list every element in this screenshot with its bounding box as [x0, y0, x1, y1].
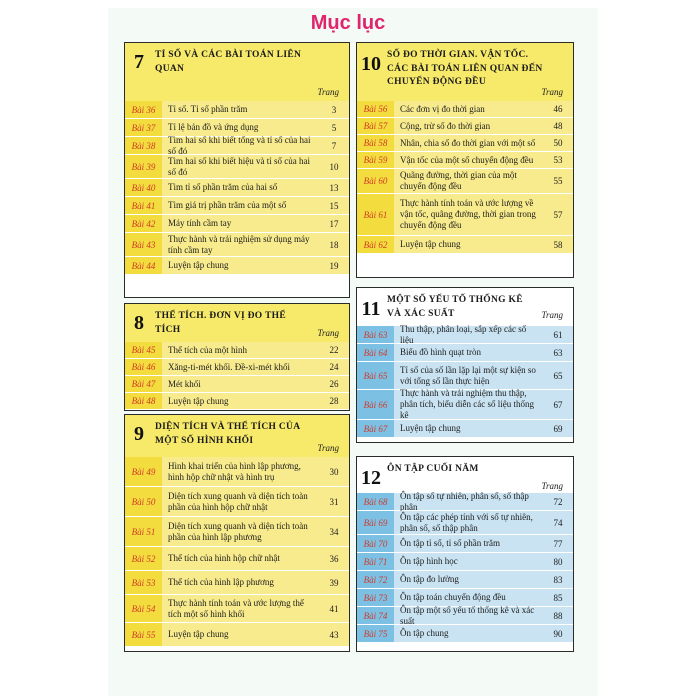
lesson-row[interactable]	[125, 257, 349, 275]
lesson-title: Tìm giá trị phần trăm của một số	[168, 200, 287, 210]
lesson-title: Tỉ số của số lần lặp lại một sự kiện so với tổng số lần thực hiện	[400, 364, 536, 386]
chapter-8	[124, 303, 350, 411]
chapter-header	[357, 288, 573, 326]
lesson-row[interactable]	[125, 197, 349, 215]
lesson-number: Bài 72	[357, 571, 394, 588]
lesson-title: Biểu đồ hình quạt tròn	[400, 347, 481, 357]
lesson-number: Bài 42	[125, 215, 162, 232]
lesson-page-number: 53	[553, 155, 563, 165]
lesson-page-number: 5	[331, 122, 337, 133]
lesson-page-number: 85	[553, 592, 563, 603]
lesson-page-number: 61	[553, 329, 563, 340]
lesson-title: Tìm hai số khi biết hiệu và tỉ số của hai số đó	[168, 155, 310, 177]
chapter-title: THỂ TÍCH. ĐƠN VỊ ĐO THỂ TÍCH	[155, 311, 286, 335]
lesson-row[interactable]	[357, 101, 573, 118]
lesson-page-number: 19	[329, 260, 339, 271]
lesson-row[interactable]	[125, 179, 349, 197]
lesson-title: Thể tích của một hình	[168, 344, 247, 355]
lesson-row[interactable]	[357, 194, 573, 236]
lesson-row[interactable]	[357, 625, 573, 643]
page-column-label: Trang	[541, 310, 563, 320]
page-column-label: Trang	[317, 328, 339, 338]
lesson-title: Hình khai triển của hình lập phương, hình hộp chữ nhật và hình trụ	[168, 460, 301, 482]
lesson-number: Bài 45	[125, 342, 162, 358]
lesson-number: Bài 60	[357, 169, 394, 193]
lesson-number: Bài 73	[357, 589, 394, 606]
lesson-page-number: 41	[329, 603, 339, 614]
lesson-page-number: 7	[331, 140, 337, 151]
lesson-number: Bài 40	[125, 179, 162, 196]
lesson-title: Thực hành và trải nghiệm thu thập, phân tích, biểu diễn các số liệu thống kê	[400, 388, 534, 420]
lesson-row[interactable]	[357, 169, 573, 194]
lesson-row[interactable]	[125, 215, 349, 233]
lesson-page-number: 57	[553, 209, 563, 220]
lesson-row[interactable]	[125, 101, 349, 119]
lesson-title: Ôn tập đo lường	[400, 574, 459, 584]
lesson-number: Bài 75	[357, 625, 394, 642]
lesson-row[interactable]	[125, 571, 349, 595]
lesson-page-number: 72	[553, 496, 563, 507]
lesson-title: Các đơn vị đo thời gian	[400, 103, 485, 114]
lesson-number: Bài 49	[125, 457, 162, 486]
lesson-title: Tỉ số. Tỉ số phần trăm	[168, 104, 248, 114]
lesson-row[interactable]	[125, 134, 349, 156]
lesson-title: Luyện tập chung	[168, 629, 229, 639]
lesson-row[interactable]	[125, 547, 349, 571]
lesson-number: Bài 68	[357, 493, 394, 510]
lesson-title: Tỉ lệ bản đồ và ứng dụng	[168, 122, 259, 132]
lesson-title: Tìm tỉ số phần trăm của hai số	[168, 182, 278, 192]
lesson-page-number: 24	[329, 362, 339, 372]
lesson-page-number: 10	[329, 161, 339, 172]
lesson-number: Bài 61	[357, 194, 394, 235]
lesson-number: Bài 48	[125, 393, 162, 409]
page-title: Mục lục	[310, 12, 386, 34]
lesson-row[interactable]	[357, 152, 573, 169]
lesson-row[interactable]	[125, 517, 349, 547]
lesson-page-number: 39	[329, 577, 339, 588]
lesson-title: Diện tích xung quanh và diện tích toàn phần của hình hộp chữ nhật	[168, 490, 308, 512]
lesson-row[interactable]	[125, 376, 349, 393]
lesson-page-number: 3	[331, 104, 337, 115]
lesson-page-number: 34	[329, 526, 339, 537]
lesson-title: Diện tích xung quanh và diện tích toàn phần của hình lập phương	[168, 520, 308, 542]
page-column-label: Trang	[541, 481, 563, 491]
chapter-title: TỈ SỐ VÀ CÁC BÀI TOÁN LIÊN QUAN	[155, 50, 302, 74]
lesson-title: Ôn tập một số yếu tố thống kê và xác suất	[400, 604, 535, 626]
lesson-title: Luyện tập chung	[400, 239, 461, 249]
lesson-title: Tìm hai số khi biết tổng và tỉ số của hai số đó	[168, 134, 311, 156]
lesson-row[interactable]	[357, 390, 573, 420]
lesson-page-number: 69	[553, 423, 563, 434]
lesson-page-number: 50	[553, 138, 563, 148]
lesson-title: Luyện tập chung	[400, 423, 461, 433]
chapter-header	[357, 457, 573, 493]
lesson-row[interactable]	[125, 393, 349, 410]
lesson-row[interactable]	[357, 571, 573, 589]
lesson-number: Bài 59	[357, 152, 394, 168]
lesson-page-number: 80	[553, 556, 563, 567]
lesson-row[interactable]	[357, 604, 573, 626]
chapter-number: 12	[361, 467, 381, 489]
lesson-page-number: 22	[329, 345, 339, 355]
chapter-number: 11	[361, 298, 381, 320]
lesson-title: Thu thập, phân loại, sắp xếp các số liệu	[400, 323, 527, 345]
page-column-label: Trang	[317, 443, 339, 453]
lesson-row[interactable]	[357, 118, 573, 135]
lesson-number: Bài 46	[125, 359, 162, 375]
chapter-10	[356, 42, 574, 278]
lesson-title: Ôn tập tỉ số, tỉ số phần trăm	[400, 538, 500, 548]
lesson-page-number: 17	[329, 218, 339, 229]
lesson-page-number: 30	[329, 466, 339, 477]
lesson-number: Bài 74	[357, 607, 394, 624]
lesson-title: Ôn tập các phép tính với số tự nhiên, phân số, số thập phân	[400, 511, 533, 533]
lesson-row[interactable]	[125, 623, 349, 647]
lesson-number: Bài 70	[357, 535, 394, 552]
lesson-title: Cộng, trừ số đo thời gian	[400, 120, 491, 131]
lesson-number: Bài 38	[125, 137, 162, 154]
chapter-number: 7	[134, 51, 144, 73]
chapter-12	[356, 456, 574, 652]
lesson-page-number: 58	[553, 239, 563, 250]
lesson-number: Bài 58	[357, 135, 394, 151]
lesson-page-number: 15	[329, 200, 339, 211]
lesson-row[interactable]	[357, 362, 573, 390]
lesson-number: Bài 66	[357, 390, 394, 419]
lesson-page-number: 43	[329, 629, 339, 640]
lesson-number: Bài 47	[125, 376, 162, 392]
lesson-row[interactable]	[125, 342, 349, 359]
chapter-title: ÔN TẬP CUỐI NĂM	[387, 464, 479, 474]
chapter-11	[356, 287, 574, 443]
lesson-page-number: 36	[329, 553, 339, 564]
lesson-number: Bài 57	[357, 118, 394, 134]
lesson-number: Bài 62	[357, 236, 394, 253]
lesson-title: Ôn tập số tự nhiên, phân số, số thập phân	[400, 490, 529, 512]
lesson-row[interactable]	[357, 490, 573, 512]
lesson-page-number: 65	[553, 370, 563, 381]
chapter-9	[124, 414, 350, 652]
lesson-number: Bài 63	[357, 326, 394, 343]
lesson-row[interactable]	[357, 420, 573, 438]
lesson-page-number: 88	[553, 610, 563, 621]
lesson-title: Luyện tập chung	[168, 260, 229, 270]
lesson-row[interactable]	[125, 457, 349, 487]
lesson-number: Bài 65	[357, 362, 394, 389]
chapter-header	[125, 304, 349, 342]
lesson-title: Ôn tập toán chuyển động đều	[400, 592, 506, 602]
lesson-row[interactable]	[357, 135, 573, 152]
lesson-page-number: 90	[553, 628, 563, 639]
lesson-page-number: 46	[553, 104, 563, 114]
lesson-number: Bài 41	[125, 197, 162, 214]
page-column-label: Trang	[541, 87, 563, 97]
lesson-title: Thực hành tính toán và ước lượng thể tích một số hình khối	[168, 597, 304, 619]
lesson-number: Bài 51	[125, 517, 162, 546]
lesson-number: Bài 52	[125, 547, 162, 570]
lesson-page-number: 13	[329, 182, 339, 193]
lesson-title: Thực hành và trải nghiệm sử dụng máy tính cầm tay	[168, 233, 310, 255]
chapter-title: MỘT SỐ YẾU TỐ THỐNG KÊ VÀ XÁC SUẤT	[387, 295, 523, 319]
page-column-label: Trang	[317, 87, 339, 97]
lesson-number: Bài 50	[125, 487, 162, 516]
lesson-title: Vận tốc của một số chuyển động đều	[400, 154, 534, 165]
lesson-title: Quãng đường, thời gian của một chuyển động đều	[400, 170, 517, 191]
lesson-number: Bài 43	[125, 233, 162, 256]
lesson-number: Bài 53	[125, 571, 162, 594]
lesson-title: Thể tích của hình lập phương	[168, 577, 274, 587]
lesson-page-number: 28	[329, 396, 339, 406]
lesson-row[interactable]	[357, 511, 573, 535]
chapter-number: 8	[134, 312, 144, 334]
lesson-title: Thể tích của hình hộp chữ nhật	[168, 553, 280, 563]
lesson-page-number: 18	[329, 239, 339, 250]
lesson-row[interactable]	[357, 535, 573, 553]
lesson-row[interactable]	[125, 487, 349, 517]
chapter-header	[125, 415, 349, 457]
lesson-title: Mét khối	[168, 378, 201, 389]
lesson-page-number: 83	[553, 574, 563, 585]
lesson-page-number: 26	[329, 379, 339, 389]
lesson-row[interactable]	[357, 236, 573, 254]
lesson-title: Ôn tập hình học	[400, 556, 458, 566]
lesson-title: Luyện tập chung	[168, 395, 229, 406]
lesson-title: Nhân, chia số đo thời gian với một số	[400, 137, 536, 148]
chapter-number: 9	[134, 423, 144, 445]
lesson-title: Thực hành tính toán và ước lượng về vận tốc, quãng đường, thời gian trong chuyển động đều	[400, 198, 536, 230]
lesson-page-number: 63	[553, 347, 563, 358]
lesson-number: Bài 56	[357, 101, 394, 117]
lesson-row[interactable]	[125, 155, 349, 179]
lesson-page-number: 77	[553, 538, 563, 549]
lesson-title: Ôn tập chung	[400, 628, 449, 638]
chapter-header	[357, 43, 573, 101]
lesson-page-number: 48	[553, 121, 563, 131]
chapter-header	[125, 43, 349, 101]
lesson-number: Bài 55	[125, 623, 162, 646]
lesson-number: Bài 36	[125, 101, 162, 118]
lesson-row[interactable]	[125, 595, 349, 623]
lesson-title: Xăng-ti-mét khối. Đề-xi-mét khối	[168, 361, 290, 372]
lesson-row[interactable]	[357, 323, 573, 345]
lesson-number: Bài 44	[125, 257, 162, 274]
lesson-row[interactable]	[125, 359, 349, 376]
chapter-number: 10	[361, 53, 381, 75]
chapter-title: DIỆN TÍCH VÀ THỂ TÍCH CỦA MỘT SỐ HÌNH KHỐI	[155, 422, 300, 446]
lesson-row[interactable]	[125, 233, 349, 257]
lesson-number: Bài 39	[125, 155, 162, 178]
lesson-number: Bài 54	[125, 595, 162, 622]
lesson-number: Bài 37	[125, 119, 162, 136]
lesson-row[interactable]	[357, 344, 573, 362]
lesson-number: Bài 69	[357, 511, 394, 534]
lesson-number: Bài 67	[357, 420, 394, 437]
chapter-title: SỐ ĐO THỜI GIAN. VẬN TỐC. CÁC BÀI TOÁN LIÊN QUAN ĐẾN CHUYỂN ĐỘNG ĐỀU	[387, 50, 543, 87]
lesson-page-number: 31	[329, 496, 339, 507]
lesson-page-number: 67	[553, 399, 563, 410]
lesson-row[interactable]	[357, 553, 573, 571]
lesson-page-number: 55	[553, 176, 563, 186]
lesson-page-number: 74	[553, 517, 563, 528]
lesson-number: Bài 64	[357, 344, 394, 361]
lesson-number: Bài 71	[357, 553, 394, 570]
lesson-title: Máy tính cầm tay	[168, 218, 232, 228]
chapter-7	[124, 42, 350, 298]
